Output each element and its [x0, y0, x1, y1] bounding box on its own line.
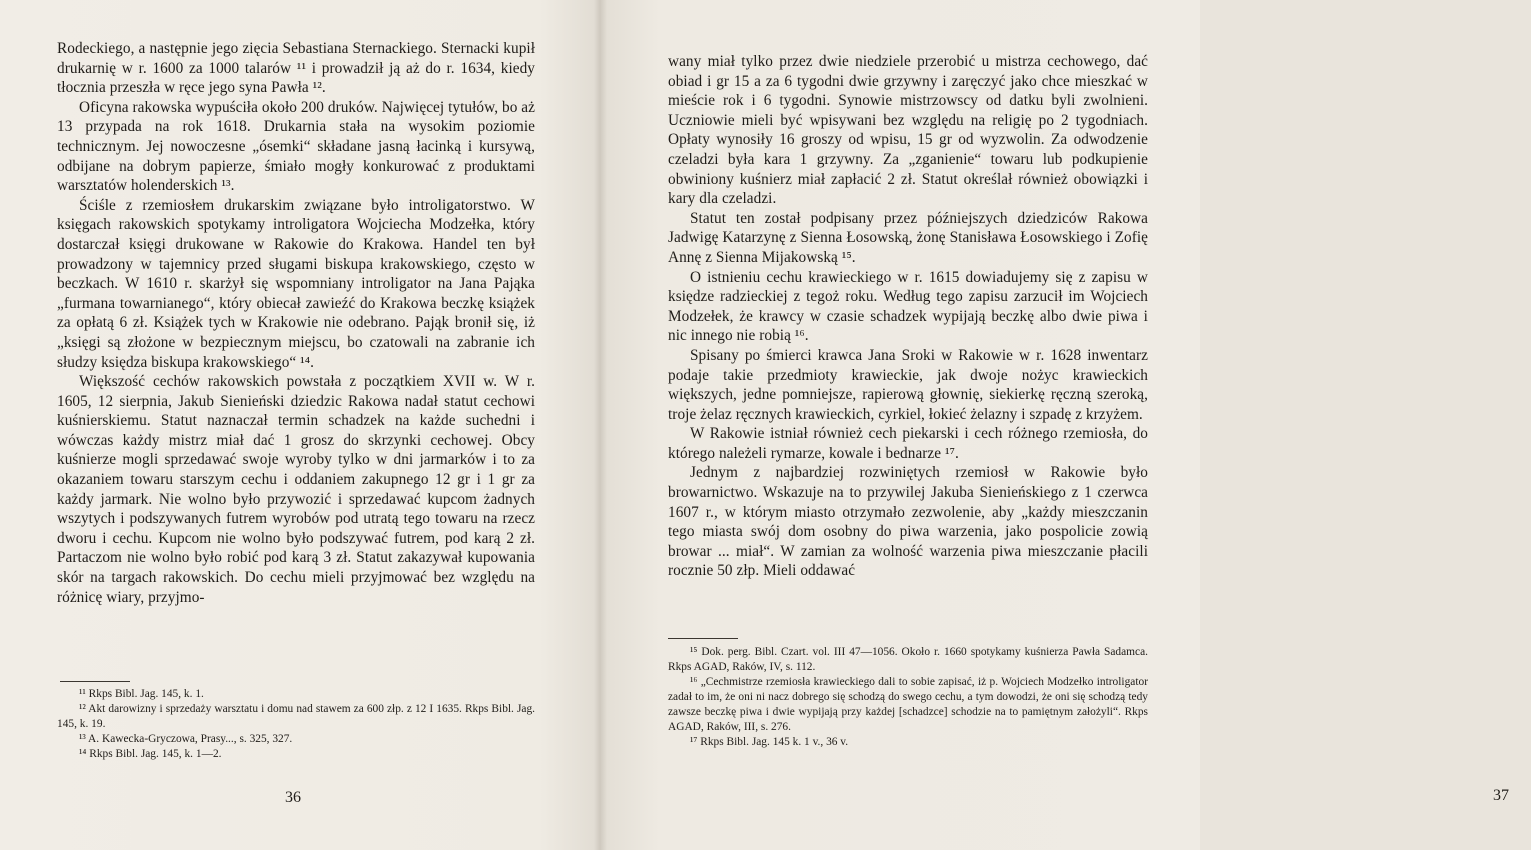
footnote-13: ¹³ A. Kawecka-Gryczowa, Prasy..., s. 325, 327. — [79, 733, 293, 745]
right-paragraph-4: Spisany po śmierci krawca Jana Sroki w Rakowie w r. 1628 inwentarz podaje takie przedmioty krawieckie, jak dwoje nożyc krawieckich większych, jedne pomniejsze, rapierową głownię, siekierkę ręczną szeroką, troje żelaz ręcznych krawieckich, cyrkiel, łokieć żelazny i szpadę z krzyżem. — [668, 346, 1148, 423]
left-paragraph-2: Oficyna rakowska wypuściła około 200 druków. Najwięcej tytułów, bo aż 13 przypada na rok 1618. Drukarnia stała na wysokim poziomie technicznym. Jej nowoczesne „ósemki“ składane jasną łacinką i kursywą, odbijane na dobrym papierze, śmiało mogły konkurować z produktami warsztatów holenderskich ¹³. — [57, 98, 535, 195]
footnote-11: ¹¹ Rkps Bibl. Jag. 145, k. 1. — [79, 688, 204, 700]
right-paragraph-1: wany miał tylko przez dwie niedziele przerobić u mistrza cechowego, dać obiad i gr 15 a za 6 tygodni dwie grzywny i zaręczyć jako chce mieszkać w mieście rok i 6 tygodni. Synowie mistrzowscy od datku byli zwolnieni. Uczniowie mieli być wpisywani bez względu na religię po 2 tygodniach. Opłaty wynosiły 16 groszy od wpisu, 15 gr od wyzwolin. Za odwodzenie czeladzi była kara 1 grzywny. Za „zganienie“ towaru lub podkupienie obwiniony kuśnierz miał zapłacić 2 zł. Statut określał również obowiązki i kary dla czeladzi. — [668, 53, 1148, 208]
left-footnote-divider — [60, 681, 130, 682]
right-page-number: 37 — [1493, 787, 1509, 804]
footnote-16: ¹⁶ „Cechmistrze rzemiosła krawieckiego dali to sobie zapisać, iż p. Wojciech Modzełko introligator zadał to im, że oni ni nacz dobrego się schodzą do swego cechu, a tym dowodzi, że oni się schodzą tedy zawsze beczkę piwa i dwie wypijają przy każdej [schadzce] schodzie na to pamiętnym założyli“. Rkps AGAD, Raków, III, s. 276. — [668, 676, 1148, 733]
right-body-text — [668, 52, 1148, 581]
left-paragraph-4: Większość cechów rakowskich powstała z początkiem XVII w. W r. 1605, 12 sierpnia, Jakub Sienieński dziedzic Rakowa nadał statut cechowi kuśnierskiemu. Statut naznaczał termin schadzek na każde suchedni i wówczas każdy mistrz miał dać 1 grosz do skrzynki cechowej. Obcy kuśnierze mogli sprzedawać swoje wyroby tylko w dni jarmarków i to za okazaniem towaru starszym cechu i oddaniem zakupnego 12 gr i 1 gr za każdy jarmark. Nie wolno było przywozić i sprzedawać kupcom żadnych wszytych i podszywanych futrem wyrobów pod utratą tego towaru na rzecz dworu i cechu. Kupcom nie wolno było podszywać futrem, pod karą 2 zł. Partaczom nie wolno było robić pod karą 3 zł. Statut zakazywał kupowania skór na targach rakowskich. Do cechu mieli przyjmować bez względu na różnicę wiary, przyjmo- — [57, 373, 535, 606]
left-body-text — [57, 39, 535, 607]
left-paragraph-1: Rodeckiego, a następnie jego zięcia Sebastiana Sternackiego. Sternacki kupił drukarnię w r. 1600 za 1000 talarów ¹¹ i prowadził ją aż do r. 1634, kiedy tłocznia przeszła w ręce jego syna Pawła ¹². — [57, 40, 535, 97]
left-page — [0, 0, 596, 850]
right-paragraph-6: Jednym z najbardziej rozwiniętych rzemiosł w Rakowie było browarnictwo. Wskazuje na to przywilej Jakuba Sienieńskiego z 1 czerwca 1607 r., w którym miasto otrzymało zezwolenie, aby „każdy mieszczanin tego miasta swój dom osobny do piwa warzenia, jako pospolicie zowią browar ... miał“. W zamian za wolność warzenia piwa mieszczanie płacili rocznie 50 złp. Mieli oddawać — [668, 464, 1148, 580]
footnote-12: ¹² Akt darowizny i sprzedaży warsztatu i domu nad stawem za 600 złp. z 12 I 1635. Rkps Bibl. Jag. 145, k. 19. — [57, 703, 535, 730]
right-paragraph-2: Statut ten został podpisany przez późniejszych dziedziców Rakowa Jadwigę Katarzynę z Sienna Łosowską, żonę Stanisława Łosowskiego i Zofię Annę z Sienna Mijakowską ¹⁵. — [668, 209, 1148, 266]
right-footnotes — [668, 645, 1148, 750]
right-footnote-divider — [668, 638, 738, 639]
left-paragraph-3: Ściśle z rzemiosłem drukarskim związane było introligatorstwo. W księgach rakowskich spotykamy introligatora Wojciecha Modzełka, który dostarczał księgi drukowane w Rakowie do Krakowa. Handel ten był prowadzony w tajemnicy przed sługami biskupa krakowskiego, często w beczkach. W 1610 r. skarżył się wspomniany introligator na Jana Pająka „furmana towarnianego“, który obiecał zawieźć do Krakowa beczkę książek za opłatą 6 zł. Książek tych w Krakowie nie odebrano. Pająk bronił się, iż „księgi są złożone w bezpiecznym miejscu, bo czatowali na zabranie ich słudzy księdza biskupa krakowskiego“ ¹⁴. — [57, 196, 535, 371]
footnote-15: ¹⁵ Dok. perg. Bibl. Czart. vol. III 47—1056. Około r. 1660 spotykamy kuśnierza Pawła Sadamca. Rkps AGAD, Raków, IV, s. 112. — [668, 646, 1148, 673]
footnote-14: ¹⁴ Rkps Bibl. Jag. 145, k. 1—2. — [79, 748, 222, 760]
left-page-number: 36 — [285, 789, 301, 806]
right-paragraph-3: O istnieniu cechu krawieckiego w r. 1615 dowiadujemy się z zapisu w księdze radzieckiej z tegoż roku. Według tego zapisu zarzucił im Wojciech Modzełek, że krawcy w czasie schadzek wypijają beczkę albo dwie piwa i nic innego nie robią ¹⁶. — [668, 268, 1148, 345]
right-paragraph-5: W Rakowie istniał również cech piekarski i cech różnego rzemiosła, do którego należeli rymarze, kowale i bednarze ¹⁷. — [668, 425, 1148, 462]
right-page — [600, 0, 1509, 850]
left-footnotes — [57, 687, 535, 762]
footnote-17: ¹⁷ Rkps Bibl. Jag. 145 k. 1 v., 36 v. — [690, 736, 849, 748]
